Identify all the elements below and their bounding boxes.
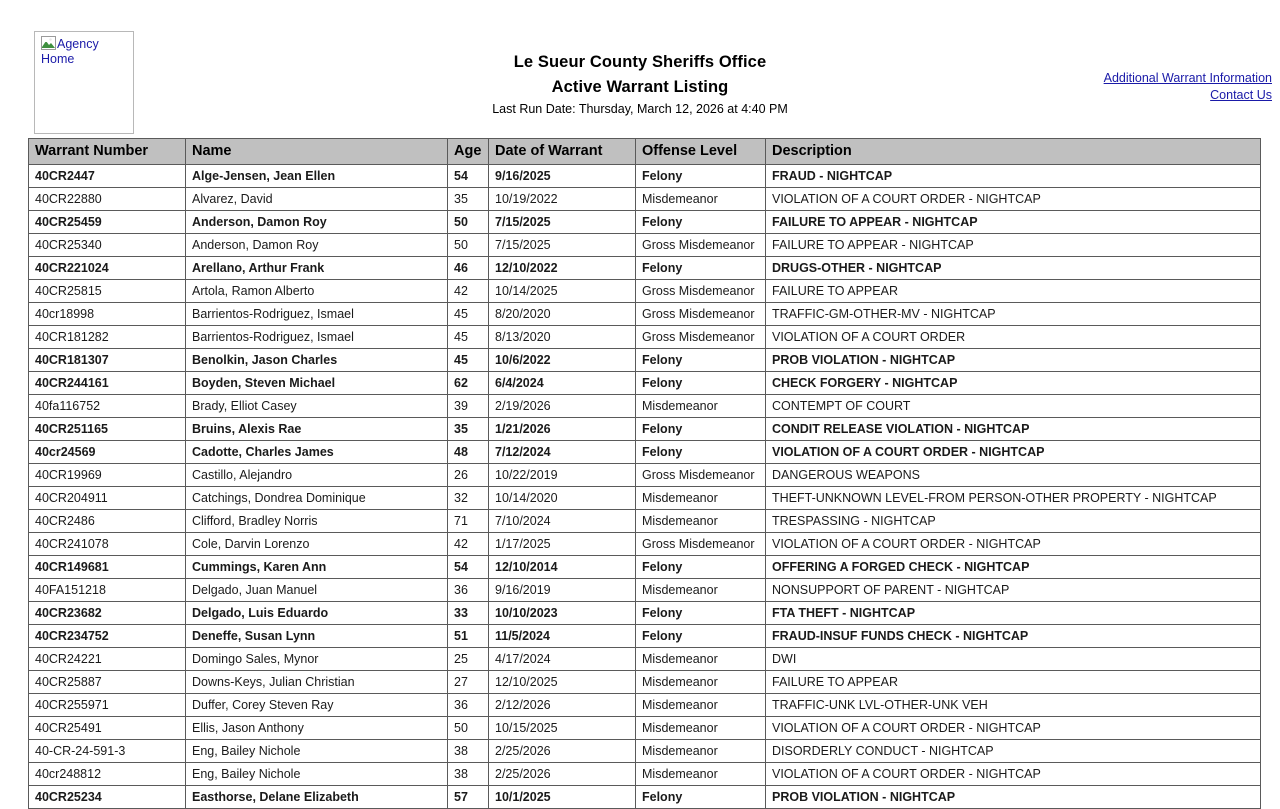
cell-age: 51 bbox=[448, 625, 489, 648]
cell-description: CHECK FORGERY - NIGHTCAP bbox=[766, 372, 1261, 395]
table-row[interactable] bbox=[29, 671, 1261, 694]
cell-description: THEFT-UNKNOWN LEVEL-FROM PERSON-OTHER PROPERTY - NIGHTCAP bbox=[766, 487, 1261, 510]
cell-age: 62 bbox=[448, 372, 489, 395]
cell-offense-level: Gross Misdemeanor bbox=[636, 464, 766, 487]
table-row[interactable] bbox=[29, 464, 1261, 487]
cell-offense-level: Felony bbox=[636, 211, 766, 234]
table-row[interactable] bbox=[29, 786, 1261, 809]
cell-age: 35 bbox=[448, 188, 489, 211]
cell-offense-level: Gross Misdemeanor bbox=[636, 234, 766, 257]
table-row[interactable] bbox=[29, 487, 1261, 510]
additional-warrant-information-link[interactable]: Additional Warrant Information bbox=[1103, 71, 1272, 85]
cell-name: Downs-Keys, Julian Christian bbox=[186, 671, 448, 694]
cell-offense-level: Felony bbox=[636, 441, 766, 464]
table-row[interactable] bbox=[29, 211, 1261, 234]
cell-date-of-warrant: 10/19/2022 bbox=[489, 188, 636, 211]
logo-alt-text-1: Agency bbox=[57, 37, 99, 51]
table-row[interactable] bbox=[29, 418, 1261, 441]
cell-name: Easthorse, Delane Elizabeth bbox=[186, 786, 448, 809]
cell-date-of-warrant: 4/17/2024 bbox=[489, 648, 636, 671]
cell-age: 42 bbox=[448, 280, 489, 303]
cell-warrant-number: 40cr18998 bbox=[29, 303, 186, 326]
cell-warrant-number: 40-CR-24-591-3 bbox=[29, 740, 186, 763]
cell-warrant-number: 40CR2486 bbox=[29, 510, 186, 533]
cell-warrant-number: 40CR204911 bbox=[29, 487, 186, 510]
cell-age: 38 bbox=[448, 740, 489, 763]
agency-home-logo-link[interactable] bbox=[34, 31, 134, 134]
cell-offense-level: Felony bbox=[636, 418, 766, 441]
logo-alt-text-2: Home bbox=[41, 52, 75, 66]
cell-description: DISORDERLY CONDUCT - NIGHTCAP bbox=[766, 740, 1261, 763]
table-row[interactable] bbox=[29, 625, 1261, 648]
cell-warrant-number: 40cr248812 bbox=[29, 763, 186, 786]
cell-date-of-warrant: 7/15/2025 bbox=[489, 211, 636, 234]
cell-name: Cole, Darvin Lorenzo bbox=[186, 533, 448, 556]
cell-date-of-warrant: 9/16/2025 bbox=[489, 165, 636, 188]
table-row[interactable] bbox=[29, 602, 1261, 625]
cell-name: Catchings, Dondrea Dominique bbox=[186, 487, 448, 510]
cell-age: 50 bbox=[448, 717, 489, 740]
cell-warrant-number: 40CR234752 bbox=[29, 625, 186, 648]
broken-image-alt-line-1 bbox=[41, 36, 127, 52]
table-row[interactable] bbox=[29, 510, 1261, 533]
column-header-description[interactable]: Description bbox=[766, 139, 1261, 165]
cell-warrant-number: 40CR25887 bbox=[29, 671, 186, 694]
cell-date-of-warrant: 1/21/2026 bbox=[489, 418, 636, 441]
cell-name: Clifford, Bradley Norris bbox=[186, 510, 448, 533]
table-row[interactable] bbox=[29, 280, 1261, 303]
cell-description: FAILURE TO APPEAR bbox=[766, 280, 1261, 303]
cell-offense-level: Misdemeanor bbox=[636, 671, 766, 694]
cell-name: Arellano, Arthur Frank bbox=[186, 257, 448, 280]
cell-description: VIOLATION OF A COURT ORDER bbox=[766, 326, 1261, 349]
cell-offense-level: Misdemeanor bbox=[636, 395, 766, 418]
cell-name: Delgado, Luis Eduardo bbox=[186, 602, 448, 625]
cell-age: 46 bbox=[448, 257, 489, 280]
cell-offense-level: Gross Misdemeanor bbox=[636, 280, 766, 303]
table-row[interactable] bbox=[29, 441, 1261, 464]
cell-name: Eng, Bailey Nichole bbox=[186, 763, 448, 786]
cell-age: 26 bbox=[448, 464, 489, 487]
cell-date-of-warrant: 12/10/2022 bbox=[489, 257, 636, 280]
column-header-warrant-number[interactable]: Warrant Number bbox=[29, 139, 186, 165]
cell-age: 54 bbox=[448, 165, 489, 188]
cell-age: 32 bbox=[448, 487, 489, 510]
table-row[interactable] bbox=[29, 763, 1261, 786]
corner-links bbox=[1104, 70, 1272, 104]
cell-name: Anderson, Damon Roy bbox=[186, 211, 448, 234]
cell-warrant-number: 40CR23682 bbox=[29, 602, 186, 625]
cell-warrant-number: 40CR255971 bbox=[29, 694, 186, 717]
cell-age: 50 bbox=[448, 234, 489, 257]
cell-age: 57 bbox=[448, 786, 489, 809]
cell-name: Ellis, Jason Anthony bbox=[186, 717, 448, 740]
cell-age: 36 bbox=[448, 579, 489, 602]
cell-offense-level: Misdemeanor bbox=[636, 648, 766, 671]
cell-offense-level: Felony bbox=[636, 372, 766, 395]
cell-description: FRAUD - NIGHTCAP bbox=[766, 165, 1261, 188]
cell-name: Cadotte, Charles James bbox=[186, 441, 448, 464]
cell-date-of-warrant: 11/5/2024 bbox=[489, 625, 636, 648]
cell-warrant-number: 40CR251165 bbox=[29, 418, 186, 441]
cell-warrant-number: 40CR181282 bbox=[29, 326, 186, 349]
cell-name: Cummings, Karen Ann bbox=[186, 556, 448, 579]
cell-offense-level: Misdemeanor bbox=[636, 740, 766, 763]
cell-name: Delgado, Juan Manuel bbox=[186, 579, 448, 602]
cell-name: Domingo Sales, Mynor bbox=[186, 648, 448, 671]
column-header-offense-level[interactable]: Offense Level bbox=[636, 139, 766, 165]
cell-warrant-number: 40CR25340 bbox=[29, 234, 186, 257]
cell-date-of-warrant: 10/14/2020 bbox=[489, 487, 636, 510]
cell-description: CONTEMPT OF COURT bbox=[766, 395, 1261, 418]
cell-warrant-number: 40fa116752 bbox=[29, 395, 186, 418]
cell-description: DRUGS-OTHER - NIGHTCAP bbox=[766, 257, 1261, 280]
cell-warrant-number: 40CR25459 bbox=[29, 211, 186, 234]
table-row[interactable] bbox=[29, 556, 1261, 579]
column-header-name[interactable]: Name bbox=[186, 139, 448, 165]
cell-description: VIOLATION OF A COURT ORDER - NIGHTCAP bbox=[766, 717, 1261, 740]
cell-name: Barrientos-Rodriguez, Ismael bbox=[186, 303, 448, 326]
cell-date-of-warrant: 10/10/2023 bbox=[489, 602, 636, 625]
cell-offense-level: Gross Misdemeanor bbox=[636, 326, 766, 349]
cell-offense-level: Misdemeanor bbox=[636, 188, 766, 211]
table-row[interactable] bbox=[29, 349, 1261, 372]
cell-date-of-warrant: 10/1/2025 bbox=[489, 786, 636, 809]
warrant-table-body bbox=[29, 165, 1261, 809]
cell-description: DWI bbox=[766, 648, 1261, 671]
cell-date-of-warrant: 8/20/2020 bbox=[489, 303, 636, 326]
cell-description: TRAFFIC-GM-OTHER-MV - NIGHTCAP bbox=[766, 303, 1261, 326]
cell-age: 45 bbox=[448, 326, 489, 349]
cell-description: VIOLATION OF A COURT ORDER - NIGHTCAP bbox=[766, 441, 1261, 464]
cell-warrant-number: 40CR22880 bbox=[29, 188, 186, 211]
cell-date-of-warrant: 7/10/2024 bbox=[489, 510, 636, 533]
cell-age: 36 bbox=[448, 694, 489, 717]
last-run-date: Last Run Date: Thursday, March 12, 2026 at 4:40 PM bbox=[492, 102, 788, 116]
cell-name: Barrientos-Rodriguez, Ismael bbox=[186, 326, 448, 349]
cell-age: 42 bbox=[448, 533, 489, 556]
cell-offense-level: Misdemeanor bbox=[636, 510, 766, 533]
cell-description: PROB VIOLATION - NIGHTCAP bbox=[766, 786, 1261, 809]
cell-offense-level: Misdemeanor bbox=[636, 487, 766, 510]
warrant-table bbox=[28, 138, 1261, 809]
cell-offense-level: Felony bbox=[636, 602, 766, 625]
cell-name: Duffer, Corey Steven Ray bbox=[186, 694, 448, 717]
cell-warrant-number: 40CR181307 bbox=[29, 349, 186, 372]
cell-warrant-number: 40CR244161 bbox=[29, 372, 186, 395]
cell-date-of-warrant: 10/22/2019 bbox=[489, 464, 636, 487]
cell-date-of-warrant: 1/17/2025 bbox=[489, 533, 636, 556]
cell-date-of-warrant: 10/15/2025 bbox=[489, 717, 636, 740]
table-row[interactable] bbox=[29, 395, 1261, 418]
cell-description: FAILURE TO APPEAR - NIGHTCAP bbox=[766, 234, 1261, 257]
cell-offense-level: Felony bbox=[636, 165, 766, 188]
cell-age: 35 bbox=[448, 418, 489, 441]
cell-offense-level: Felony bbox=[636, 257, 766, 280]
cell-offense-level: Felony bbox=[636, 786, 766, 809]
cell-date-of-warrant: 2/19/2026 bbox=[489, 395, 636, 418]
cell-warrant-number: 40FA151218 bbox=[29, 579, 186, 602]
cell-description: FTA THEFT - NIGHTCAP bbox=[766, 602, 1261, 625]
cell-name: Alvarez, David bbox=[186, 188, 448, 211]
cell-age: 71 bbox=[448, 510, 489, 533]
broken-image-icon bbox=[41, 36, 56, 50]
cell-name: Anderson, Damon Roy bbox=[186, 234, 448, 257]
cell-age: 25 bbox=[448, 648, 489, 671]
cell-date-of-warrant: 12/10/2025 bbox=[489, 671, 636, 694]
cell-description: TRAFFIC-UNK LVL-OTHER-UNK VEH bbox=[766, 694, 1261, 717]
cell-warrant-number: 40CR25234 bbox=[29, 786, 186, 809]
cell-name: Bruins, Alexis Rae bbox=[186, 418, 448, 441]
cell-age: 38 bbox=[448, 763, 489, 786]
cell-offense-level: Misdemeanor bbox=[636, 717, 766, 740]
cell-description: VIOLATION OF A COURT ORDER - NIGHTCAP bbox=[766, 188, 1261, 211]
cell-date-of-warrant: 10/6/2022 bbox=[489, 349, 636, 372]
cell-date-of-warrant: 2/25/2026 bbox=[489, 740, 636, 763]
cell-warrant-number: 40CR19969 bbox=[29, 464, 186, 487]
cell-warrant-number: 40CR2447 bbox=[29, 165, 186, 188]
cell-age: 33 bbox=[448, 602, 489, 625]
cell-warrant-number: 40cr24569 bbox=[29, 441, 186, 464]
cell-name: Benolkin, Jason Charles bbox=[186, 349, 448, 372]
cell-warrant-number: 40CR241078 bbox=[29, 533, 186, 556]
cell-date-of-warrant: 2/25/2026 bbox=[489, 763, 636, 786]
cell-description: FAILURE TO APPEAR bbox=[766, 671, 1261, 694]
cell-name: Deneffe, Susan Lynn bbox=[186, 625, 448, 648]
cell-date-of-warrant: 7/12/2024 bbox=[489, 441, 636, 464]
table-header-row bbox=[29, 139, 1261, 165]
cell-offense-level: Felony bbox=[636, 349, 766, 372]
page-title: Le Sueur County Sheriffs Office bbox=[513, 53, 767, 71]
table-row[interactable] bbox=[29, 326, 1261, 349]
cell-warrant-number: 40CR149681 bbox=[29, 556, 186, 579]
cell-name: Brady, Elliot Casey bbox=[186, 395, 448, 418]
cell-age: 39 bbox=[448, 395, 489, 418]
column-header-date-of-warrant[interactable]: Date of Warrant bbox=[489, 139, 636, 165]
cell-date-of-warrant: 6/4/2024 bbox=[489, 372, 636, 395]
cell-age: 48 bbox=[448, 441, 489, 464]
table-row[interactable] bbox=[29, 533, 1261, 556]
cell-date-of-warrant: 7/15/2025 bbox=[489, 234, 636, 257]
cell-offense-level: Gross Misdemeanor bbox=[636, 533, 766, 556]
cell-date-of-warrant: 9/16/2019 bbox=[489, 579, 636, 602]
cell-offense-level: Gross Misdemeanor bbox=[636, 303, 766, 326]
cell-offense-level: Misdemeanor bbox=[636, 763, 766, 786]
cell-description: PROB VIOLATION - NIGHTCAP bbox=[766, 349, 1261, 372]
page-subtitle: Active Warrant Listing bbox=[551, 78, 729, 96]
table-row[interactable] bbox=[29, 257, 1261, 280]
cell-offense-level: Misdemeanor bbox=[636, 579, 766, 602]
cell-offense-level: Felony bbox=[636, 556, 766, 579]
cell-description: CONDIT RELEASE VIOLATION - NIGHTCAP bbox=[766, 418, 1261, 441]
table-row[interactable] bbox=[29, 740, 1261, 763]
table-row[interactable] bbox=[29, 303, 1261, 326]
cell-name: Castillo, Alejandro bbox=[186, 464, 448, 487]
cell-date-of-warrant: 2/12/2026 bbox=[489, 694, 636, 717]
table-row[interactable] bbox=[29, 579, 1261, 602]
cell-date-of-warrant: 12/10/2014 bbox=[489, 556, 636, 579]
cell-description: NONSUPPORT OF PARENT - NIGHTCAP bbox=[766, 579, 1261, 602]
page-header bbox=[0, 0, 1280, 120]
cell-age: 45 bbox=[448, 303, 489, 326]
cell-description: VIOLATION OF A COURT ORDER - NIGHTCAP bbox=[766, 533, 1261, 556]
cell-description: VIOLATION OF A COURT ORDER - NIGHTCAP bbox=[766, 763, 1261, 786]
cell-age: 27 bbox=[448, 671, 489, 694]
table-row[interactable] bbox=[29, 372, 1261, 395]
cell-name: Eng, Bailey Nichole bbox=[186, 740, 448, 763]
cell-offense-level: Felony bbox=[636, 625, 766, 648]
cell-date-of-warrant: 10/14/2025 bbox=[489, 280, 636, 303]
table-row[interactable] bbox=[29, 648, 1261, 671]
table-row[interactable] bbox=[29, 188, 1261, 211]
column-header-age[interactable]: Age bbox=[448, 139, 489, 165]
cell-name: Alge-Jensen, Jean Ellen bbox=[186, 165, 448, 188]
warrant-table-container bbox=[28, 138, 1260, 809]
cell-age: 54 bbox=[448, 556, 489, 579]
cell-description: FAILURE TO APPEAR - NIGHTCAP bbox=[766, 211, 1261, 234]
cell-warrant-number: 40CR24221 bbox=[29, 648, 186, 671]
contact-us-link[interactable]: Contact Us bbox=[1210, 88, 1272, 102]
cell-name: Boyden, Steven Michael bbox=[186, 372, 448, 395]
cell-description: FRAUD-INSUF FUNDS CHECK - NIGHTCAP bbox=[766, 625, 1261, 648]
cell-warrant-number: 40CR25815 bbox=[29, 280, 186, 303]
cell-offense-level: Misdemeanor bbox=[636, 694, 766, 717]
table-row[interactable] bbox=[29, 694, 1261, 717]
cell-age: 50 bbox=[448, 211, 489, 234]
cell-description: TRESPASSING - NIGHTCAP bbox=[766, 510, 1261, 533]
cell-description: OFFERING A FORGED CHECK - NIGHTCAP bbox=[766, 556, 1261, 579]
cell-description: DANGEROUS WEAPONS bbox=[766, 464, 1261, 487]
table-row[interactable] bbox=[29, 165, 1261, 188]
cell-warrant-number: 40CR25491 bbox=[29, 717, 186, 740]
cell-name: Artola, Ramon Alberto bbox=[186, 280, 448, 303]
cell-age: 45 bbox=[448, 349, 489, 372]
cell-warrant-number: 40CR221024 bbox=[29, 257, 186, 280]
table-row[interactable] bbox=[29, 717, 1261, 740]
cell-date-of-warrant: 8/13/2020 bbox=[489, 326, 636, 349]
title-block bbox=[0, 50, 1280, 119]
warrant-table-head bbox=[29, 139, 1261, 165]
table-row[interactable] bbox=[29, 234, 1261, 257]
